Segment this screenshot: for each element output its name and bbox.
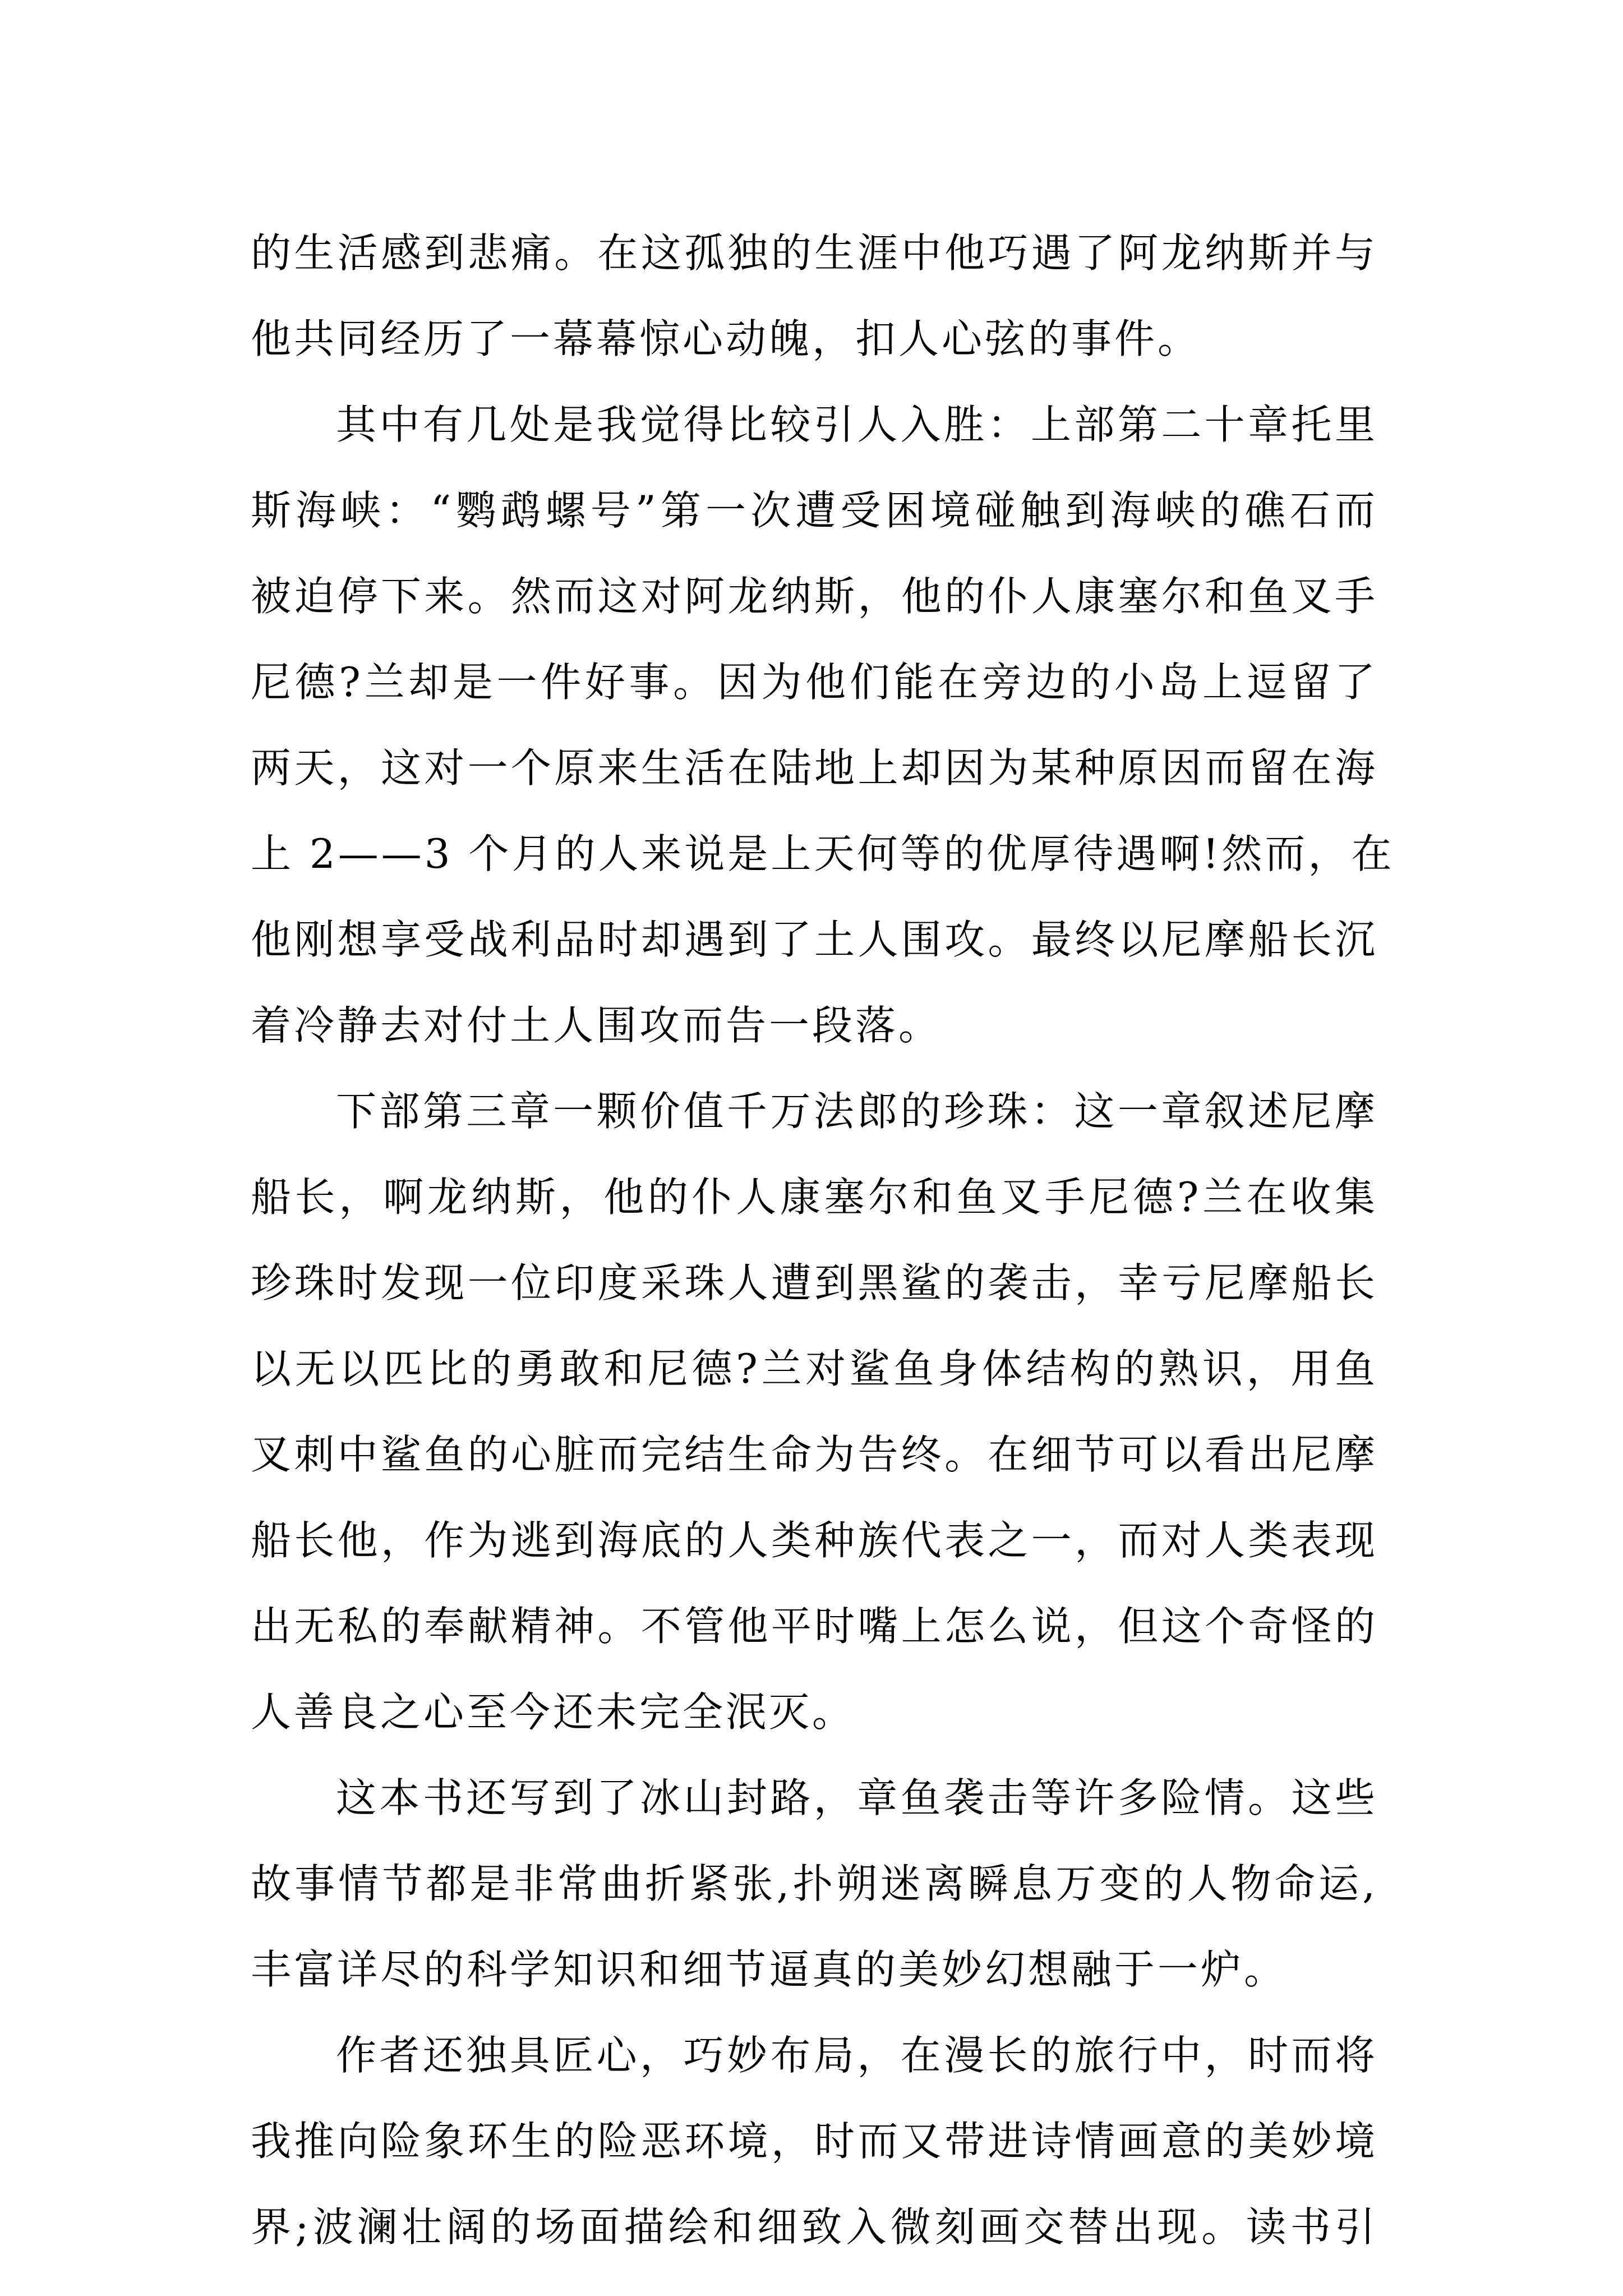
text-line: 两天，这对一个原来生活在陆地上却因为某种原因而留在海	[251, 744, 1378, 792]
text-line: 斯海峡：“鹦鹉螺号”第一次遭受困境碰触到海峡的礁石而	[251, 487, 1378, 534]
text-line: 船长他，作为逃到海底的人类种族代表之一，而对人类表现	[251, 1517, 1378, 1564]
paragraph-first-line: 下部第三章一颗价值千万法郎的珍珠：这一章叙述尼摩	[336, 1088, 1378, 1135]
text-line: 被迫停下来。然而这对阿龙纳斯，他的仆人康塞尔和鱼叉手	[251, 573, 1378, 620]
text-line: 叉刺中鲨鱼的心脏而完结生命为告终。在细节可以看出尼摩	[251, 1431, 1378, 1478]
text-line: 出无私的奉献精神。不管他平时嘴上怎么说，但这个奇怪的	[251, 1603, 1378, 1650]
document-body	[251, 210, 1395, 2270]
text-line: 丰富详尽的科学知识和细节逼真的美妙幻想融于一炉。	[251, 1946, 1288, 1993]
text-line: 上 2——3 个月的人来说是上天何等的优厚待遇啊!然而，在	[251, 830, 1395, 877]
paragraph-first-line: 作者还独具匠心，巧妙布局，在漫长的旅行中，时而将	[336, 2032, 1378, 2079]
text-line: 他共同经历了一幕幕惊心动魄，扣人心弦的事件。	[251, 315, 1201, 362]
text-line: 珍珠时发现一位印度采珠人遭到黑鲨的袭击，幸亏尼摩船长	[251, 1259, 1378, 1306]
text-line: 着冷静去对付土人围攻而告一段落。	[251, 1002, 942, 1049]
text-line: 界;波澜壮阔的场面描绘和细致入微刻画交替出现。读书引	[251, 2203, 1378, 2251]
text-line: 尼德?兰却是一件好事。因为他们能在旁边的小岛上逗留了	[251, 659, 1378, 706]
text-line: 船长，啊龙纳斯，他的仆人康塞尔和鱼叉手尼德?兰在收集	[251, 1174, 1378, 1221]
text-line: 的生活感到悲痛。在这孤独的生涯中他巧遇了阿龙纳斯并与	[251, 229, 1378, 277]
paragraph-first-line: 其中有几处是我觉得比较引人入胜：上部第二十章托里	[336, 401, 1378, 448]
text-line: 人善良之心至今还未完全泯灭。	[251, 1688, 856, 1736]
text-line: 我推向险象环生的险恶环境，时而又带进诗情画意的美妙境	[251, 2118, 1378, 2165]
text-line: 故事情节都是非常曲折紧张,扑朔迷离瞬息万变的人物命运,	[251, 1860, 1378, 1907]
text-line: 以无以匹比的勇敢和尼德?兰对鲨鱼身体结构的熟识，用鱼	[251, 1345, 1378, 1392]
text-line: 他刚想享受战利品时却遇到了土人围攻。最终以尼摩船长沉	[251, 916, 1378, 963]
paragraph-first-line: 这本书还写到了冰山封路，章鱼袭击等许多险情。这些	[336, 1774, 1378, 1821]
